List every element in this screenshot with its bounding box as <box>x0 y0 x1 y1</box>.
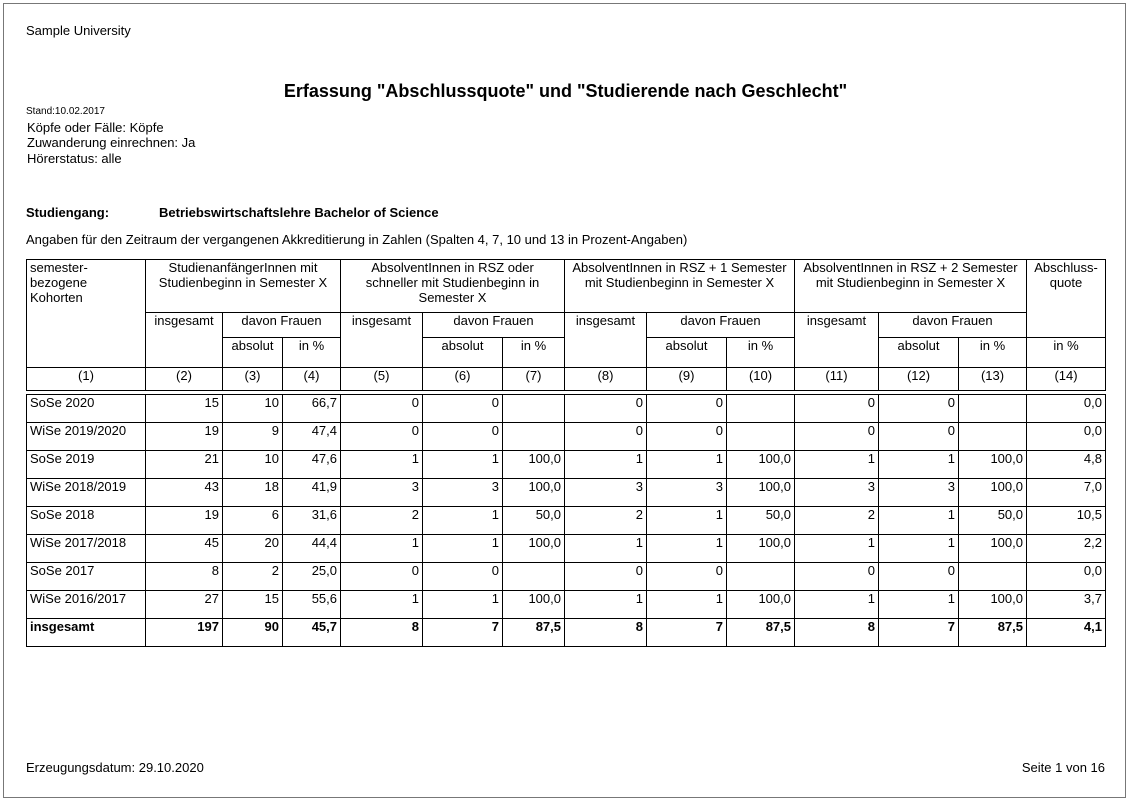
header-davon-frauen: davon Frauen <box>647 313 795 338</box>
table-cell: 0 <box>341 563 423 591</box>
header-absolut: absolut <box>223 338 283 368</box>
table-cell: 18 <box>223 479 283 507</box>
table-cell: 0 <box>795 423 879 451</box>
header-absolut: absolut <box>423 338 503 368</box>
table-row <box>27 507 1106 535</box>
table-cell: 0 <box>879 563 959 591</box>
row-label: WiSe 2019/2020 <box>27 423 146 451</box>
total-row <box>27 619 1106 647</box>
table-cell: 1 <box>795 591 879 619</box>
table-cell: 15 <box>223 591 283 619</box>
table-cell: 0 <box>423 423 503 451</box>
table-cell: 21 <box>146 451 223 479</box>
row-label: SoSe 2018 <box>27 507 146 535</box>
header-in-pct: in % <box>959 338 1027 368</box>
table-cell: 100,0 <box>959 535 1027 563</box>
table-cell: 0 <box>423 395 503 423</box>
header-studienanfaenger: StudienanfängerInnen mit Studienbeginn in Semester X <box>146 260 341 313</box>
table-cell: 90 <box>223 619 283 647</box>
table-cell: 1 <box>341 591 423 619</box>
header-insgesamt: insgesamt <box>341 313 423 368</box>
table-cell <box>727 395 795 423</box>
table-cell: 7 <box>423 619 503 647</box>
table-row <box>27 563 1106 591</box>
column-number: (7) <box>503 368 565 391</box>
table-cell: 1 <box>423 451 503 479</box>
table-cell: 100,0 <box>727 535 795 563</box>
header-in-pct: in % <box>503 338 565 368</box>
table-cell: 100,0 <box>503 479 565 507</box>
table-cell: 100,0 <box>727 451 795 479</box>
table-row <box>27 395 1106 423</box>
header-abschlussquote: Abschluss-quote <box>1027 260 1106 338</box>
header-davon-frauen: davon Frauen <box>879 313 1027 338</box>
column-number: (10) <box>727 368 795 391</box>
column-number: (12) <box>879 368 959 391</box>
table-cell: 10 <box>223 395 283 423</box>
table-cell: 1 <box>423 507 503 535</box>
table-cell: 0 <box>565 563 647 591</box>
table-cell: 27 <box>146 591 223 619</box>
table-cell: 100,0 <box>959 451 1027 479</box>
table-cell: 87,5 <box>959 619 1027 647</box>
table-cell: 2 <box>341 507 423 535</box>
table-cell: 41,9 <box>283 479 341 507</box>
table-cell: 100,0 <box>503 535 565 563</box>
table-cell: 87,5 <box>503 619 565 647</box>
table-cell: 3 <box>795 479 879 507</box>
table-cell: 7 <box>879 619 959 647</box>
table-row <box>27 479 1106 507</box>
table-cell: 0 <box>341 395 423 423</box>
header-absolventen-rsz-2: AbsolventInnen in RSZ + 2 Semester mit Studienbeginn in Semester X <box>795 260 1027 313</box>
row-label: SoSe 2019 <box>27 451 146 479</box>
university-name: Sample University <box>26 23 131 38</box>
row-label: WiSe 2017/2018 <box>27 535 146 563</box>
table-cell: 100,0 <box>727 591 795 619</box>
table-cell: 43 <box>146 479 223 507</box>
header-row-sub <box>27 313 1106 338</box>
table-cell: 100,0 <box>959 479 1027 507</box>
table-cell: 8 <box>146 563 223 591</box>
table-cell: 100,0 <box>503 591 565 619</box>
header-in-pct: in % <box>1027 338 1106 368</box>
table-cell: 0 <box>647 423 727 451</box>
table-cell: 50,0 <box>503 507 565 535</box>
table-cell: 47,6 <box>283 451 341 479</box>
table-cell: 4,1 <box>1027 619 1106 647</box>
data-table <box>26 259 1106 647</box>
table-cell: 10 <box>223 451 283 479</box>
row-label: WiSe 2018/2019 <box>27 479 146 507</box>
table-cell: 1 <box>647 591 727 619</box>
table-cell: 87,5 <box>727 619 795 647</box>
meta-koepfe: Köpfe oder Fälle: Köpfe <box>27 120 164 135</box>
table-cell <box>959 423 1027 451</box>
table-cell: 20 <box>223 535 283 563</box>
table-cell: 2 <box>795 507 879 535</box>
table-cell: 44,4 <box>283 535 341 563</box>
erzeugungsdatum: Erzeugungsdatum: 29.10.2020 <box>26 760 204 775</box>
table-cell: 8 <box>341 619 423 647</box>
table-cell: 0 <box>647 563 727 591</box>
table-cell: 10,5 <box>1027 507 1106 535</box>
table-cell: 15 <box>146 395 223 423</box>
table-cell: 1 <box>647 451 727 479</box>
table-cell: 0 <box>647 395 727 423</box>
table-cell: 0 <box>423 563 503 591</box>
header-absolut: absolut <box>879 338 959 368</box>
meta-zuwanderung: Zuwanderung einrechnen: Ja <box>27 135 196 150</box>
table-cell: 47,4 <box>283 423 341 451</box>
table-subtitle: Angaben für den Zeitraum der vergangenen Akkreditierung in Zahlen (Spalten 4, 7, 10 und 13 in Prozent-Angaben) <box>26 232 688 247</box>
table-cell: 1 <box>879 451 959 479</box>
table-cell: 2,2 <box>1027 535 1106 563</box>
table-cell: 1 <box>565 535 647 563</box>
table-cell: 100,0 <box>503 451 565 479</box>
page-number: Seite 1 von 16 <box>1021 760 1105 775</box>
table-cell: 7,0 <box>1027 479 1106 507</box>
column-number: (4) <box>283 368 341 391</box>
column-number: (13) <box>959 368 1027 391</box>
table-cell: 55,6 <box>283 591 341 619</box>
table-row <box>27 591 1106 619</box>
table-cell: 100,0 <box>959 591 1027 619</box>
table-cell: 25,0 <box>283 563 341 591</box>
table-cell: 0,0 <box>1027 395 1106 423</box>
table-cell: 2 <box>223 563 283 591</box>
table-cell: 19 <box>146 423 223 451</box>
stand-date: Stand:10.02.2017 <box>26 106 105 117</box>
row-label: SoSe 2020 <box>27 395 146 423</box>
table-row <box>27 535 1106 563</box>
table-cell: 0 <box>565 395 647 423</box>
table-cell: 0 <box>565 423 647 451</box>
header-in-pct: in % <box>283 338 341 368</box>
column-number: (2) <box>146 368 223 391</box>
table-cell: 0,0 <box>1027 423 1106 451</box>
header-in-pct: in % <box>727 338 795 368</box>
table-cell <box>503 563 565 591</box>
table-cell: 6 <box>223 507 283 535</box>
table-cell <box>959 395 1027 423</box>
table-cell: 4,8 <box>1027 451 1106 479</box>
table-cell <box>503 395 565 423</box>
table-cell: 8 <box>795 619 879 647</box>
column-number: (3) <box>223 368 283 391</box>
table-cell: 7 <box>647 619 727 647</box>
table-cell: 50,0 <box>727 507 795 535</box>
table-cell: 3 <box>423 479 503 507</box>
header-absolventen-rsz: AbsolventInnen in RSZ oder schneller mit Studienbeginn in Semester X <box>341 260 565 313</box>
header-insgesamt: insgesamt <box>565 313 647 368</box>
table-cell: 9 <box>223 423 283 451</box>
table-cell: 1 <box>879 507 959 535</box>
table-cell: 1 <box>423 535 503 563</box>
table-cell: 1 <box>647 535 727 563</box>
table-cell: 0 <box>879 395 959 423</box>
header-row-groups <box>27 260 1106 313</box>
table-cell: 1 <box>341 451 423 479</box>
table-cell: 8 <box>565 619 647 647</box>
table-body <box>27 395 1106 647</box>
studiengang-value: Betriebswirtschaftslehre Bachelor of Science <box>159 205 439 220</box>
column-number: (1) <box>27 368 146 391</box>
table-row <box>27 451 1106 479</box>
table-cell: 45 <box>146 535 223 563</box>
table-cell: 3 <box>565 479 647 507</box>
table-cell: 3 <box>341 479 423 507</box>
table-cell: 1 <box>879 535 959 563</box>
header-kohorten: semester-bezogene Kohorten <box>27 260 146 368</box>
header-davon-frauen: davon Frauen <box>423 313 565 338</box>
table-cell: 1 <box>341 535 423 563</box>
header-absolventen-rsz-1: AbsolventInnen in RSZ + 1 Semester mit Studienbeginn in Semester X <box>565 260 795 313</box>
table-cell: 0 <box>795 395 879 423</box>
table-cell <box>959 563 1027 591</box>
table-cell: 19 <box>146 507 223 535</box>
table-cell: 1 <box>423 591 503 619</box>
table-cell: 50,0 <box>959 507 1027 535</box>
table-cell <box>503 423 565 451</box>
row-label: insgesamt <box>27 619 146 647</box>
table-cell: 0 <box>879 423 959 451</box>
row-label: WiSe 2016/2017 <box>27 591 146 619</box>
meta-hoererstatus: Hörerstatus: alle <box>27 151 122 166</box>
header-insgesamt: insgesamt <box>795 313 879 368</box>
report-title: Erfassung "Abschlussquote" und "Studierende nach Geschlecht" <box>283 81 848 101</box>
studiengang-label: Studiengang: <box>26 205 110 220</box>
column-number: (9) <box>647 368 727 391</box>
table-cell: 1 <box>565 591 647 619</box>
header-absolut: absolut <box>647 338 727 368</box>
table-cell: 1 <box>565 451 647 479</box>
table-cell: 3,7 <box>1027 591 1106 619</box>
table-cell: 2 <box>565 507 647 535</box>
table-cell: 3 <box>647 479 727 507</box>
table-cell: 66,7 <box>283 395 341 423</box>
table-cell: 3 <box>879 479 959 507</box>
column-number: (14) <box>1027 368 1106 391</box>
table-cell: 0 <box>795 563 879 591</box>
table-row <box>27 423 1106 451</box>
table-cell: 197 <box>146 619 223 647</box>
table-cell: 0 <box>341 423 423 451</box>
table-cell: 1 <box>879 591 959 619</box>
header-davon-frauen: davon Frauen <box>223 313 341 338</box>
column-number: (5) <box>341 368 423 391</box>
table-cell: 1 <box>647 507 727 535</box>
table-cell: 100,0 <box>727 479 795 507</box>
table-cell: 1 <box>795 535 879 563</box>
table-cell <box>727 563 795 591</box>
column-number: (11) <box>795 368 879 391</box>
report-page <box>3 3 1126 798</box>
column-number: (8) <box>565 368 647 391</box>
column-number: (6) <box>423 368 503 391</box>
table-cell: 31,6 <box>283 507 341 535</box>
table-cell <box>727 423 795 451</box>
header-insgesamt: insgesamt <box>146 313 223 368</box>
row-label: SoSe 2017 <box>27 563 146 591</box>
column-number-row <box>27 368 1106 391</box>
table-cell: 0,0 <box>1027 563 1106 591</box>
table-cell: 1 <box>795 451 879 479</box>
table-cell: 45,7 <box>283 619 341 647</box>
